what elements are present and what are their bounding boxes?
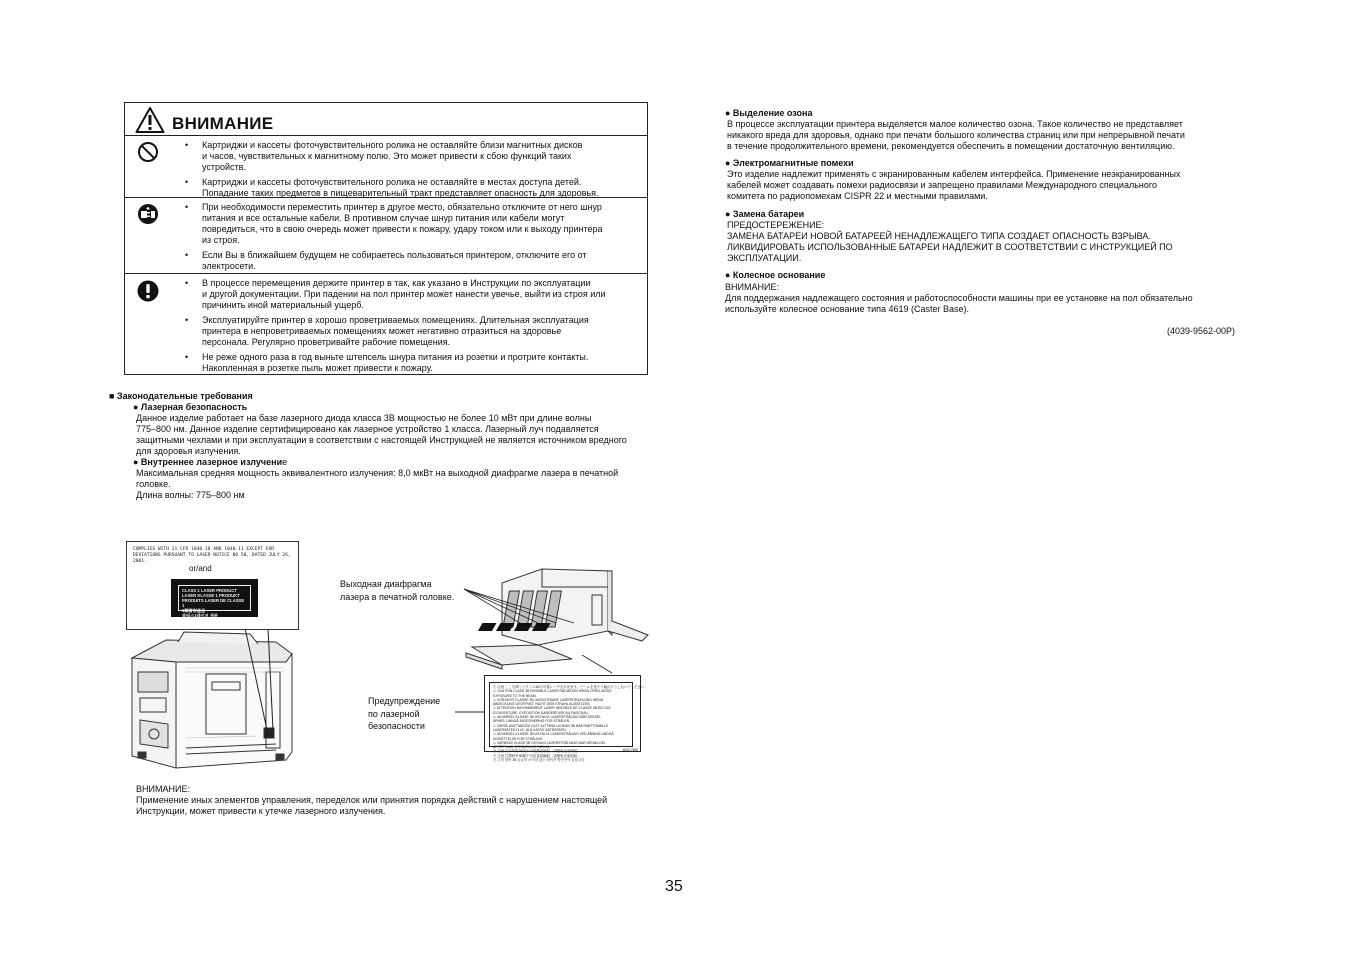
legal-heading: ■ Законодательные требования: [109, 391, 253, 401]
caution-bullet: • Эксплуатируйте принтер в хорошо проветриваемых помещениях. Длительная эксплуатация принтера в непроветриваемых помещениях может негативно отразиться на здоровье персонала. Регулярно проветривайте рабочие помещения.: [185, 315, 637, 348]
caution-bullet: • Картриджи и кассеты фоточувствительного ролика не оставляйте близи магнитных дисков и часов, чувствительных к магнитному полю. Это может привести к сбою функций таких устройств.: [185, 140, 637, 173]
warning-label-line: ⚠ ADVARSEL KLASSE 3B USYNLIG LASERSTRÅLING VED ÅBNING UNDGÅ: [493, 732, 614, 737]
caution-box: [124, 102, 648, 375]
warning-label-line: ⚠ VAROI! AVATTAESSA OLET ALTTIINA LUOKAN 3B NÄKYMÄTTÖMÄLLE: [493, 723, 609, 728]
caution-bullets: [185, 202, 637, 276]
caution-bullet: • При необходимости переместить принтер в другое место, обязательно отключите от него шнур питания и все остальные кабели. В противном случае шнур питания или кабели могут повредиться, что в свою очередь может привести к пожару, удару током или к выходу принтера из строя.: [185, 202, 637, 246]
caution-bullet: • Картриджи и кассеты фоточувствительного ролика не оставляйте в местах доступа детей. Попадание таких предметов в пищеварительный тракт представляет опасность для здоровья.: [185, 177, 637, 199]
caution-bullets: [185, 140, 637, 203]
laser-compliance-label: [126, 541, 299, 630]
ozone-heading: ● Выделение озона: [725, 108, 813, 118]
caution-row-exclamation: [125, 274, 647, 374]
laser-warning-label: [484, 675, 648, 763]
compliance-text: COMPLIES WITH 21 CFR 1040.10 AND 1040.11 EXCEPT FOR DEVIATIONS PURSUANT TO LASER NOTICE NO 50, DATED JULY 26, 2001.: [133, 547, 291, 564]
warning-label-line: ⚠ ADVARSEL KLASSE 3B USYNLIG LASERSTRÅLING NÅR DEKSEL: [493, 715, 601, 720]
laser-safety-text: Данное изделие работает на базе лазерного диода класса 3В мощностью не более 10 мВт при длине волны 775–800 нм. Данное изделие сертифицировано как лазерное устройство 1 класса. Лазерный луч подавляется защитными чехлами и при эксплуатации в соответствии с настоящей Инструкцией не является источником вредного для здоровья излучения.: [136, 413, 627, 456]
unplug-icon: [137, 203, 159, 225]
ozone-text: В процессе эксплуатации принтера выделяется малое количество озона. Такое количество не представляет никакого вреда для здоровья, однако при печати большого количества страниц или при непрерывной печати в течение продолжительного времени, рекомендуется обеспечить в помещении достаточную вентиляцию.: [727, 119, 1185, 151]
emi-heading: ● Электромагнитные помехи: [725, 158, 854, 168]
class1-laser-label: [171, 579, 258, 617]
caution-row-prohibited: [125, 136, 647, 198]
aperture-caption: Выходная диафрагма лазера в печатной головке.: [340, 579, 455, 602]
caution-bullet: • Не реже одного раза в год выньте штепсель шнура питания из розетки и протрите контакты. Накопленная в розетке пыль может привести к пожару.: [185, 352, 637, 374]
battery-heading: ● Замена батареи: [725, 209, 805, 219]
internal-laser-heading-bold: ● Внутреннее лазерное излучени: [133, 457, 283, 467]
or-and-text: or/and: [189, 564, 212, 573]
laser-safety-heading: ● Лазерная безопасность: [133, 402, 248, 412]
laser-warning-caption: Предупреждение по лазерной безопасности: [368, 696, 441, 731]
warning-triangle-icon: [135, 106, 165, 134]
exclamation-icon: [137, 279, 159, 303]
label-pointer-lines: [240, 628, 280, 738]
warning-label-line: UDSÆTTELSE FOR STRÅLING.: [493, 736, 544, 741]
warning-label-line: ⚠ 注意 打開時有3B類不可見雷射輻射，請避免光束照射。: [493, 753, 581, 758]
caution-bullet: • Если Вы в ближайшем будущем не собираетесь пользоваться принтером, отключите его от электросети.: [185, 250, 637, 272]
caution-bullet: • В процессе перемещения держите принтер в так, как указано в Инструкции по эксплуатации и другой документации. При падении на пол принтер может нанести увечье, выйти из строя или причинить иной материальный ущерб.: [185, 278, 637, 311]
warning-caption-pointer: [455, 710, 485, 714]
warning-label-line: EXPOSURE TO THE BEAM.: [493, 693, 537, 698]
attention-text: Применение иных элементов управления, переделок или принятия порядка действий с нарушением настоящей Инструкции, может привести к утечке лазерного излучения.: [136, 795, 608, 816]
caution-bullets: [185, 278, 637, 378]
warning-label-line: D'OUVERTURE. EXPOSITION DANGEREUSE AU FAISCEAU.: [493, 710, 589, 715]
caution-row-unplug: [125, 198, 647, 274]
document-code: (4039-9562-00P): [1167, 326, 1236, 336]
warning-label-line: ⚠ ATTENTION RAYONNEMENT LASER INVISIBLE DE CLASSE 3B EN CAS: [493, 706, 611, 711]
page-number: 35: [665, 878, 683, 895]
attention-heading: ВНИМАНИЕ:: [136, 784, 190, 794]
warning-label-line: ÅPNES. UNNGÅ EKSPONERING FOR STRÅLEN.: [493, 719, 571, 724]
warning-label-line: LASERSÄTEILYLLE. ÄLÄ KATSO SÄTEESEEN.: [493, 727, 567, 732]
internal-laser-heading-tail: е: [282, 457, 288, 467]
warning-label-line: ⚠ 주의 열면 3B 등급의 보이지 않는 레이저 방사선이 있습니다.: [493, 758, 586, 763]
battery-text: ПРЕДОСТЕРЕЖЕНИЕ: ЗАМЕНА БАТАРЕИ НОВОЙ БАТАРЕЕЙ НЕНАДЛЕЖАЩЕГО ТИПА СОЗДАЕТ ОПАСНОСТЬ ВЗРЫВА. ЛИКВИДИРОВАТЬ ИСПОЛЬЗОВАННЫЕ БАТАРЕИ НАДЛЕЖИТ В СООТВЕТСТВИИ С ИНСТРУКЦИЕЙ ПО ЭКСПЛУАТАЦИИ.: [727, 220, 1173, 263]
internal-laser-text: Максимальная средняя мощность эквивалентного излучения: 8,0 мкВт на выходной диафрагме лазера в печатной головке. Длина волны: 775–800 нм: [136, 468, 619, 500]
emi-text: Это изделие надлежит применять с экранированным кабелем интерфейса. Применение неэкранированных кабелей может создавать помехи радиосвязи и запрещено правилами Международного специального комитета по радиопомехам CISPR 22 и местными правилами.: [727, 169, 1181, 201]
caster-heading: ● Колесное основание: [725, 270, 826, 280]
warning-label-line: ⚠ CAUTION CLASS 3B INVISIBLE LASER RADIATION WHEN OPEN. AVOID: [493, 689, 612, 694]
caution-title: ВНИМАНИЕ: [172, 114, 274, 133]
warning-label-line: ABDECKUNG GEÖFFNET. NICHT DEM STRAHL AUSSETZEN.: [493, 702, 591, 707]
warning-label-line: ÄR ÖPPNAD. STRÅLEN ÄR FARLIG.: [493, 745, 551, 750]
prohibited-icon: [137, 141, 159, 163]
caster-text: ВНИМАНИЕ: Для поддержания надлежащего состояния и работоспособности машины при ее установке на пол обязательно используйте колесное основание типа 4619 (Caster Base).: [725, 282, 1193, 314]
warning-label-code: 4030-7665: [622, 748, 638, 752]
warning-label-line: ⚠ 注意 ここを開くとクラス3B不可視レーザ光が出ます。ビームを見たり触れたりしないでください。: [493, 685, 648, 689]
class1-laser-label-text: CLASS 1 LASER PRODUCT LASER KLASSE 1 PRODUKT PRODUITS LASER DE CLASSE 1 1類雷射產品 클래스1레이저 제품: [182, 588, 245, 618]
warning-label-line: ⚠ VARNING! KLASS 3B OSYNLIG LASERSTRÅLNING NÄR DENNA DEL: [493, 740, 606, 745]
class1-laser-label-frame: [178, 585, 251, 618]
printer-open-illustration: [462, 565, 652, 673]
warning-label-line: ⚠ VORSICHT KLASSE 3B UNSICHTBARE LASERSTRAHLUNG WENN: [493, 697, 604, 702]
caution-header: [125, 103, 647, 136]
warning-label-line: ⚠ 注意 打开时有3B类不可见激光辐射，请避免光束照射。: [493, 749, 581, 754]
internal-laser-heading: [133, 457, 287, 468]
